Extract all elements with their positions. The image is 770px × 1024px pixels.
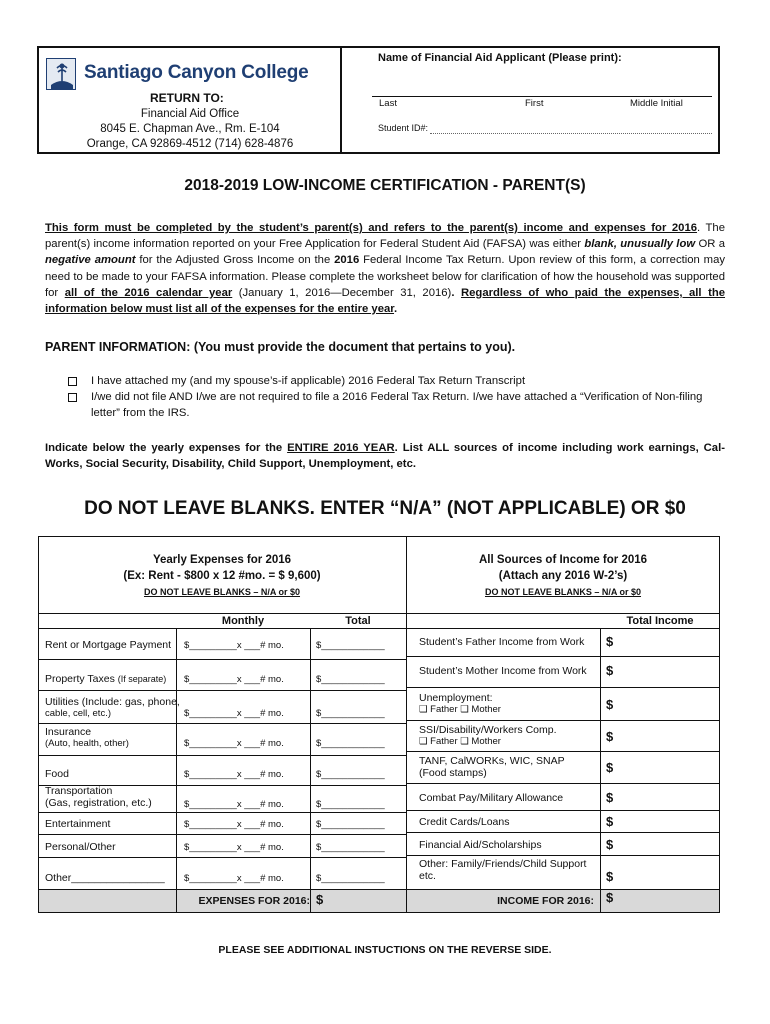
- applicant-name-label: Name of Financial Aid Applicant (Please print):: [378, 52, 622, 64]
- monthly-field[interactable]: $_________x ___# mo.: [184, 769, 284, 780]
- office-address: 8045 E. Chapman Ave., Rm. E-104: [100, 123, 280, 135]
- intro-text-4: Federal Income Tax Return. Upon review of this form, a correction may need to be made to your FAFSA information. Please complete the worksheet below for clarification of how the household was supported for: [45, 254, 726, 299]
- total-field[interactable]: $____________: [316, 708, 385, 719]
- income-amount-field[interactable]: $: [606, 729, 614, 744]
- warning-heading: DO NOT LEAVE BLANKS. ENTER “N/A” (NOT APPLICABLE) OR $0: [84, 498, 686, 519]
- parent-info-heading: PARENT INFORMATION: (You must provide the document that pertains to you).: [45, 340, 516, 354]
- expense-label-utilities: Utilities (Include: gas, phone, cable, cell, etc.): [45, 696, 180, 719]
- intro-year: 2016: [334, 254, 360, 267]
- income-amount-field[interactable]: $: [606, 869, 614, 884]
- income-total-field[interactable]: $: [606, 890, 614, 905]
- header-rule: [38, 613, 720, 614]
- applicant-name-field[interactable]: [372, 68, 712, 95]
- intro-text-1: . The parent(s) income information reported on your Free Application for Federal Student Aid (FAFSA) was either: [45, 222, 725, 251]
- last-name-label: Last: [379, 98, 397, 109]
- intro-calendar: all of the 2016 calendar year: [64, 286, 233, 299]
- income-amount-field[interactable]: $: [606, 697, 614, 712]
- monthly-field[interactable]: $_________x ___# mo.: [184, 819, 284, 830]
- indicate-paragraph: [45, 440, 725, 472]
- expense-label-insurance: Insurance (Auto, health, other): [45, 726, 129, 749]
- checkbox-tax-transcript[interactable]: [68, 377, 77, 386]
- indicate-text-a: Indicate below the yearly expenses for the: [45, 442, 288, 454]
- income-amount-field[interactable]: $: [606, 760, 614, 775]
- form-title: 2018-2019 LOW-INCOME CERTIFICATION - PARENT(S): [184, 177, 586, 194]
- income-amount-field[interactable]: $: [606, 634, 614, 649]
- monthly-field[interactable]: $_________x ___# mo.: [184, 674, 284, 685]
- total-income-col-label: Total Income: [626, 615, 694, 627]
- expense-label-property-taxes: Property Taxes (If separate): [45, 673, 167, 685]
- reverse-side-note: PLEASE SEE ADDITIONAL INSTUCTIONS ON THE REVERSE SIDE.: [218, 944, 552, 956]
- expense-label-entertainment: Entertainment: [45, 818, 111, 830]
- intro-blank-low: blank, unusually low: [584, 238, 696, 251]
- row-rule: [406, 751, 720, 752]
- income-label-tanf: TANF, CalWORKs, WIC, SNAP (Food stamps): [419, 755, 565, 779]
- row-rule: [406, 810, 720, 811]
- row-rule: [38, 889, 720, 890]
- intro-lead: This form must be completed by the student’s parent(s) and refers to the parent(s) income and expenses for 2016: [45, 222, 698, 234]
- row-rule: [406, 855, 720, 856]
- row-rule: [38, 812, 406, 813]
- expenses-example: (Ex: Rent - $800 x 12 #mo. = $ 9,600): [123, 570, 321, 582]
- income-amount-field[interactable]: $: [606, 663, 614, 678]
- intro-negative: negative amount: [45, 254, 136, 267]
- income-amount-field[interactable]: $: [606, 837, 614, 852]
- option-tax-transcript: I have attached my (and my spouse’s-if applicable) 2016 Federal Tax Return Transcript: [91, 375, 526, 387]
- row-rule: [38, 723, 406, 724]
- total-field[interactable]: $____________: [316, 738, 385, 749]
- college-name: Santiago Canyon College: [84, 62, 309, 83]
- exp-total-divider: [310, 628, 311, 913]
- row-rule: [406, 656, 720, 657]
- checkbox-non-filing[interactable]: [68, 393, 77, 402]
- intro-regardless: Regardless of who paid the expenses, all the information below must list all of the expenses for the entire year: [45, 286, 726, 316]
- income-label-combat-pay: Combat Pay/Military Allowance: [419, 792, 564, 804]
- row-rule: [38, 659, 406, 660]
- expenses-heading: Yearly Expenses for 2016: [152, 554, 292, 566]
- monthly-field[interactable]: $_________x ___# mo.: [184, 738, 284, 749]
- monthly-field[interactable]: $_________x ___# mo.: [184, 842, 284, 853]
- exp-label-divider: [176, 628, 177, 913]
- row-rule: [406, 720, 720, 721]
- expense-label-personal: Personal/Other: [45, 841, 116, 853]
- monthly-col-label: Monthly: [221, 615, 265, 627]
- expenses-no-blanks: DO NOT LEAVE BLANKS – N/A or $0: [143, 587, 301, 597]
- row-rule: [406, 832, 720, 833]
- row-rule: [406, 687, 720, 688]
- expense-label-food: Food: [45, 768, 69, 780]
- student-id-field[interactable]: [430, 133, 712, 134]
- row-rule: [38, 690, 406, 691]
- income-attach: (Attach any 2016 W-2’s): [498, 570, 628, 582]
- total-field[interactable]: $____________: [316, 799, 385, 810]
- option-non-filing: I/we did not file AND I/we are not required to file a 2016 Federal Tax Return. I/we have attached a “Verification of Non-filing letter” from the IRS.: [91, 391, 703, 419]
- row-rule: [406, 783, 720, 784]
- monthly-field[interactable]: $_________x ___# mo.: [184, 640, 284, 651]
- income-label-father-work: Student’s Father Income from Work: [419, 636, 585, 648]
- row-rule: [38, 755, 406, 756]
- total-field[interactable]: $____________: [316, 819, 385, 830]
- total-col-label: Total: [345, 615, 371, 627]
- middle-initial-label: Middle Initial: [630, 98, 683, 109]
- total-field[interactable]: $____________: [316, 769, 385, 780]
- college-logo-icon: [46, 58, 76, 90]
- expense-label-other[interactable]: Other________________: [45, 872, 165, 884]
- intro-text-3: for the Adjusted Gross Income on the: [135, 254, 335, 267]
- income-heading: All Sources of Income for 2016: [478, 554, 648, 566]
- income-label-mother-work: Student’s Mother Income from Work: [419, 665, 587, 677]
- name-underline: [372, 96, 712, 97]
- student-id-label: Student ID#:: [378, 123, 429, 133]
- return-to-label: RETURN TO:: [150, 91, 224, 105]
- expense-label-rent: Rent or Mortgage Payment: [45, 639, 172, 651]
- expense-label-transportation: Transportation (Gas, registration, etc.): [45, 785, 152, 809]
- income-label-unemployment: Unemployment: ❑ Father ❑ Mother: [419, 692, 501, 715]
- monthly-field[interactable]: $_________x ___# mo.: [184, 708, 284, 719]
- intro-text-5: (January 1, 2016—December 31, 2016): [232, 286, 452, 299]
- indicate-text-c: . List ALL sources of income including work earnings, Cal-Works, Social Security, Disability, Child Support, Unemployment, etc.: [45, 442, 725, 471]
- first-name-label: First: [525, 98, 544, 109]
- income-label-other: Other: Family/Friends/Child Support etc.: [419, 858, 587, 882]
- office-city-phone: Orange, CA 92869-4512 (714) 628-4876: [86, 138, 294, 150]
- expenses-total-field[interactable]: $: [316, 892, 324, 907]
- monthly-field[interactable]: $_________x ___# mo.: [184, 873, 284, 884]
- income-amount-field[interactable]: $: [606, 814, 614, 829]
- income-no-blanks: DO NOT LEAVE BLANKS – N/A or $0: [484, 587, 642, 597]
- income-amount-field[interactable]: $: [606, 790, 614, 805]
- header-divider: [340, 46, 342, 154]
- expenses-total-label: EXPENSES FOR 2016:: [198, 895, 310, 907]
- monthly-field[interactable]: $_________x ___# mo.: [184, 799, 284, 810]
- total-field[interactable]: $____________: [316, 674, 385, 685]
- intro-text-2: OR a: [695, 238, 725, 251]
- indicate-entire-year: ENTIRE 2016 YEAR: [287, 442, 395, 454]
- income-label-financial-aid: Financial Aid/Scholarships: [419, 839, 542, 851]
- subheader-rule: [38, 628, 720, 629]
- row-rule: [38, 834, 406, 835]
- total-field[interactable]: $____________: [316, 873, 385, 884]
- inc-value-divider: [600, 628, 601, 913]
- row-rule: [38, 857, 406, 858]
- office-name: Financial Aid Office: [140, 108, 240, 120]
- total-field[interactable]: $____________: [316, 842, 385, 853]
- income-total-label: INCOME FOR 2016:: [497, 895, 594, 907]
- total-field[interactable]: $____________: [316, 640, 385, 651]
- totals-row-shading: [39, 890, 719, 912]
- income-label-ssi: SSI/Disability/Workers Comp. ❑ Father ❑ Mother: [419, 724, 557, 747]
- intro-paragraph: This form must be completed by the student’s parent(s) and refers to the parent(s) income and expenses for 2016. The parent(s) income information reported on your Free Application for Federal Student Aid (FAFSA) was either blank, unusually low OR a negative amount for the Adjusted Gross Income on the 2016 Federal Income Tax Return. Upon review of this form, a correction may need to be made to your FAFSA information. Please complete the worksheet below for clarification of how the household was supported for all of the 2016 calendar year (January 1, 2016—December 31, 2016). Regardless of who paid the expenses, all the information below must list all of the expenses for the entire year.: [45, 222, 726, 316]
- income-label-credit-cards: Credit Cards/Loans: [419, 816, 510, 828]
